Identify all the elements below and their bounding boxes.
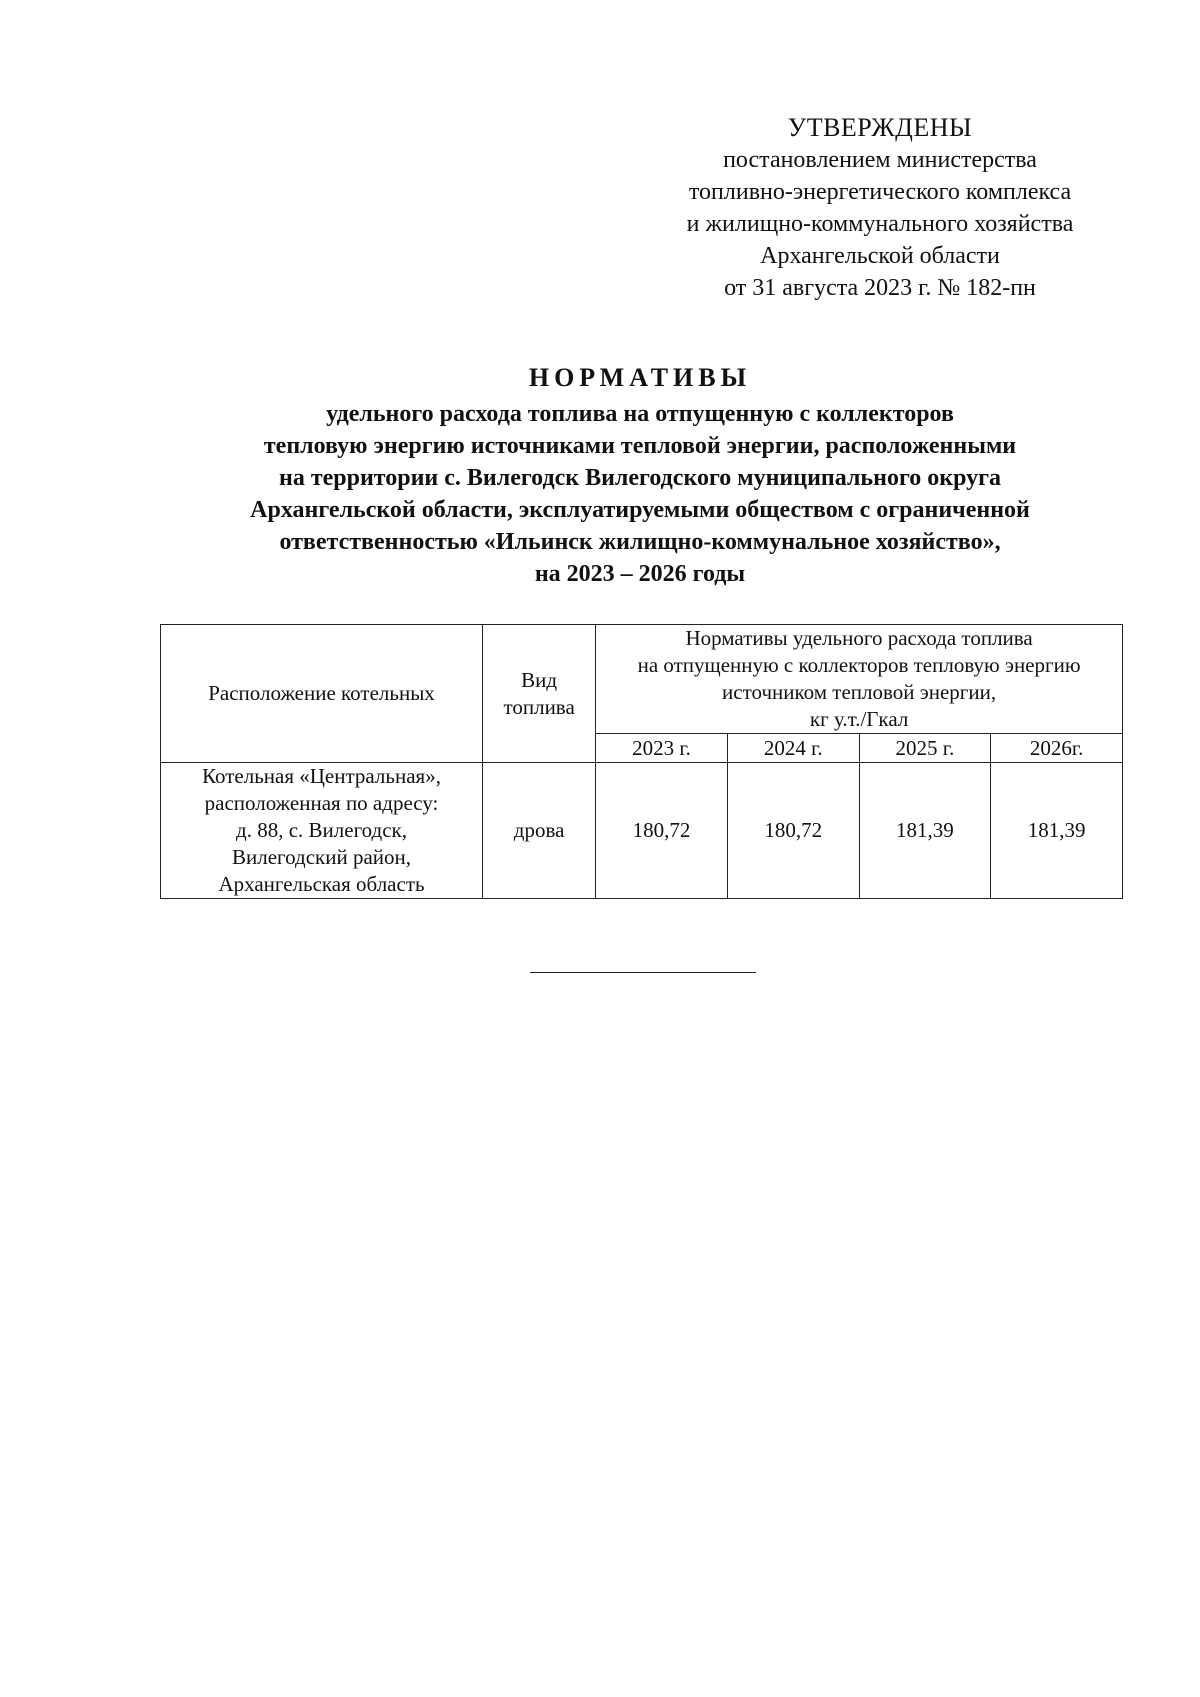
subtitle-line: тепловую энергию источниками тепловой энергии, расположенными <box>263 433 1017 459</box>
value-cell: 181,39 <box>859 763 991 899</box>
norms-table <box>160 624 1123 899</box>
header-norms: Нормативы удельного расхода топлива на отпущенную с коллекторов тепловую энергию источником тепловой энергии, кг у.т./Гкал <box>596 625 1123 734</box>
subtitle-line: ответственностью «Ильинск жилищно-коммунальное хозяйство», <box>279 529 1001 555</box>
approval-line: и жилищно-коммунального хозяйства <box>686 211 1074 237</box>
header-location: Расположение котельных <box>161 625 483 763</box>
end-separator-line <box>530 972 756 973</box>
document-subtitle <box>120 398 1160 590</box>
fuel-cell: дрова <box>483 763 596 899</box>
header-fuel: Вид топлива <box>483 625 596 763</box>
table-header-row <box>161 625 1123 734</box>
subtitle-line: удельного расхода топлива на отпущенную с коллекторов <box>326 401 954 427</box>
subtitle-line: на территории с. Вилегодск Вилегодского муниципального округа <box>278 465 1001 491</box>
location-cell: Котельная «Центральная», расположенная по адресу: д. 88, с. Вилегодск, Вилегодский район, Архангельская область <box>161 763 483 899</box>
approval-block <box>620 112 1140 304</box>
document-title: НОРМАТИВЫ <box>528 363 752 392</box>
header-year: 2025 г. <box>859 734 991 763</box>
value-cell: 180,72 <box>727 763 859 899</box>
approval-line: Архангельской области <box>760 243 1000 269</box>
approval-line: топливно-энергетического комплекса <box>688 179 1072 205</box>
subtitle-line: Архангельской области, эксплуатируемыми обществом с ограниченной <box>250 497 1030 523</box>
header-year: 2024 г. <box>727 734 859 763</box>
header-year: 2023 г. <box>596 734 728 763</box>
approval-line: постановлением министерства <box>723 147 1037 173</box>
approval-date-number: от 31 августа 2023 г. № 182-пн <box>724 275 1036 301</box>
header-year: 2026г. <box>991 734 1123 763</box>
subtitle-line: на 2023 – 2026 годы <box>534 561 746 587</box>
value-cell: 180,72 <box>596 763 728 899</box>
approval-title: УТВЕРЖДЕНЫ <box>787 113 973 142</box>
value-cell: 181,39 <box>991 763 1123 899</box>
table-row <box>161 763 1123 899</box>
